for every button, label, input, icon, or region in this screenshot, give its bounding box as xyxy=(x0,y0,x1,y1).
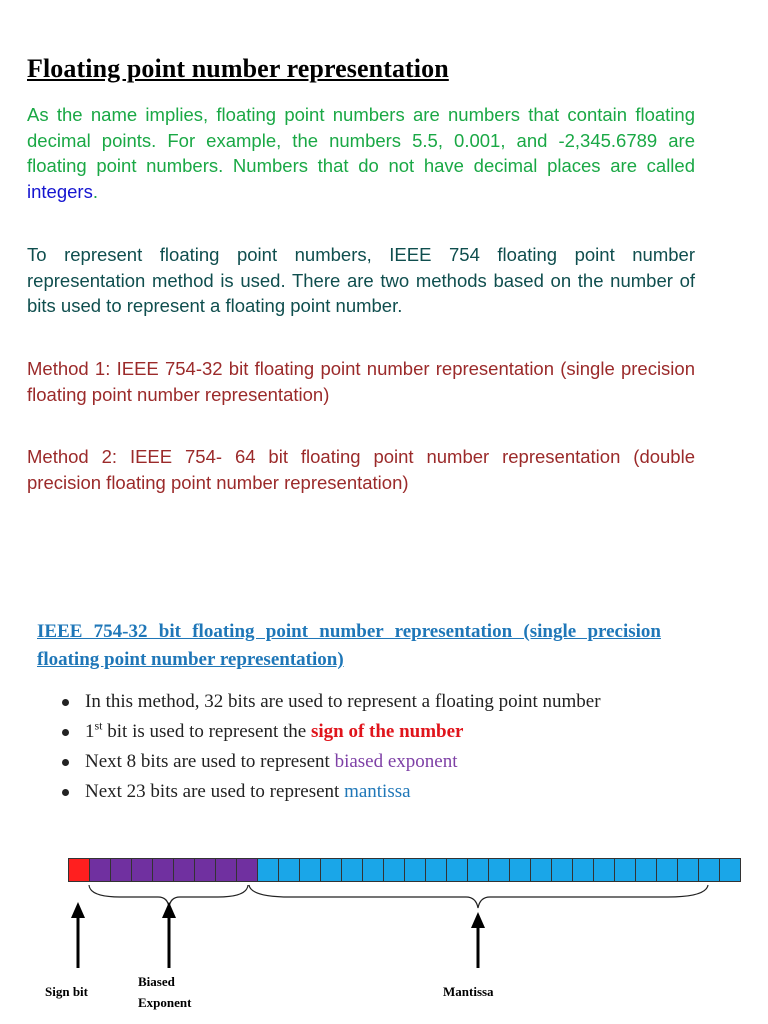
sign-arrow-icon xyxy=(71,902,85,968)
method-2-text: Method 2: IEEE 754- 64 bit floating point number representation (double precision floating point number representation) xyxy=(27,446,695,493)
sign-highlight: sign of the number xyxy=(310,721,464,742)
bullet-ordinal: 1 xyxy=(85,721,95,742)
mantissa-highlight: mantissa xyxy=(344,781,411,802)
exponent-arrow-icon xyxy=(162,902,176,968)
biased-label: Biased xyxy=(138,974,175,989)
bullet-text: Next 23 bits are used to represent xyxy=(85,781,345,802)
ieee-paragraph: To represent floating point numbers, IEEE 754 floating point number representation method is used. There are two methods based on the number of bits used to represent a floating point number. xyxy=(27,244,695,316)
intro-text: As the name implies, floating point numbers are numbers that contain floating decimal points. For example, the numbers 5.5, 0.001, and -2,345.6789 are floating point numbers. Numbers that do not have decimal places are called xyxy=(27,104,695,176)
intro-text-end: . xyxy=(92,180,98,202)
mantissa-brace xyxy=(249,885,708,908)
integers-link[interactable]: integers xyxy=(27,180,93,202)
exponent-highlight: biased exponent xyxy=(334,751,458,772)
method-1-text: Method 1: IEEE 754-32 bit floating point number representation (single precision floating point number representation) xyxy=(27,358,695,405)
bullet-text: bit is used to represent the xyxy=(102,721,311,742)
figure-heading: IEEE 754-32 bit floating point number representation (single precision floating point number representation) xyxy=(37,621,661,670)
mantissa-arrow-icon xyxy=(471,912,485,968)
bullet-text: Next 8 bits are used to represent xyxy=(85,751,335,772)
bullet-text: In this method, 32 bits are used to represent a floating point number xyxy=(85,691,601,712)
exponent-label: Exponent xyxy=(138,995,192,1010)
page-title: Floating point number representation xyxy=(27,54,449,83)
mantissa-label: Mantissa xyxy=(443,984,494,999)
sign-bit-label: Sign bit xyxy=(45,984,88,999)
bullet-ordinal-suffix: st xyxy=(94,718,103,733)
